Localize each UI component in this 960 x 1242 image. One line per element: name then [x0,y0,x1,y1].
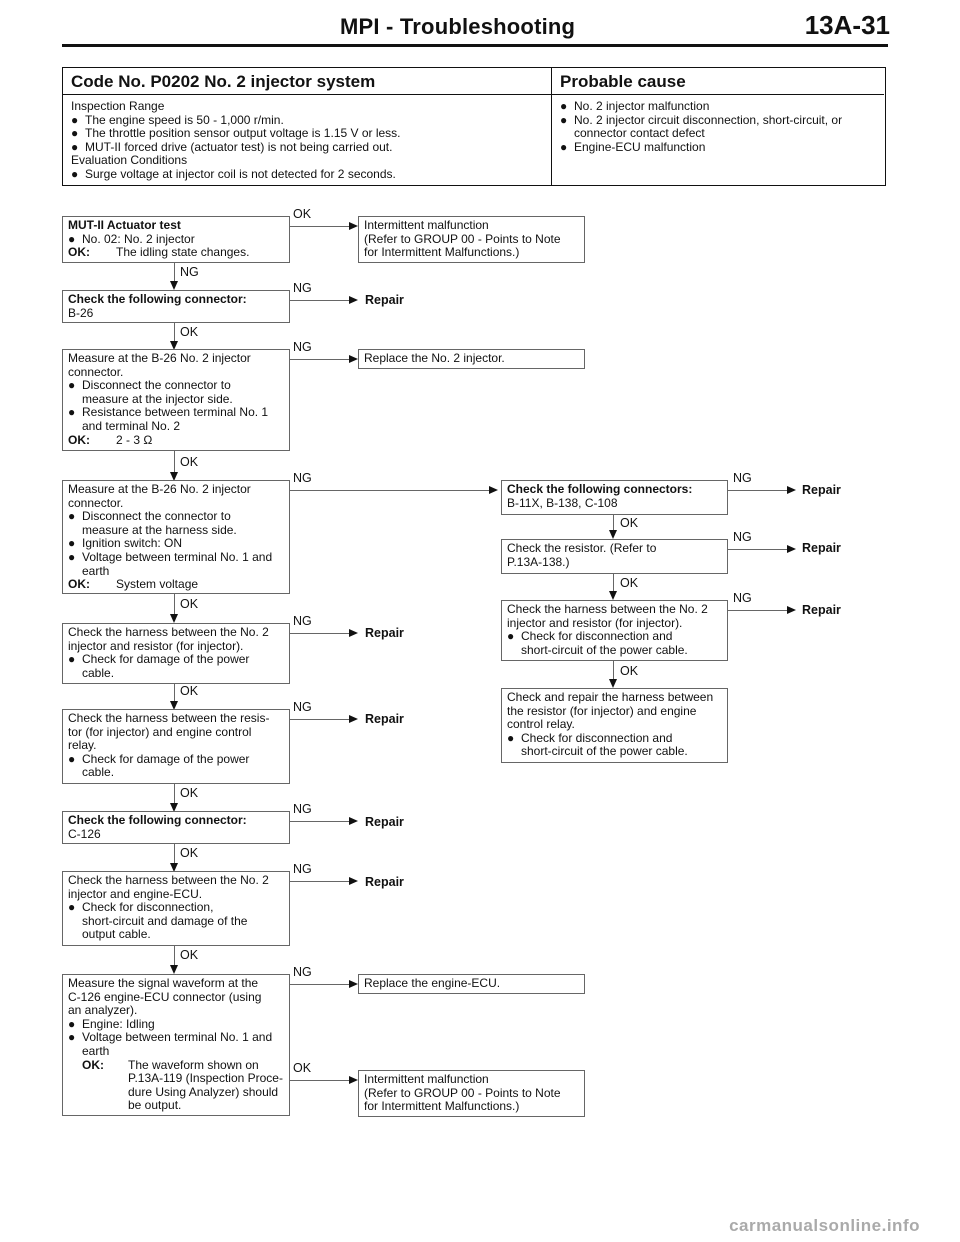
branch-label: NG [293,281,312,295]
cause-cell [552,95,884,185]
repair-label: Repair [365,875,404,889]
page-title: MPI - Troubleshooting [340,14,576,39]
step-connectors-b11x: Check the following connectors: B-11X, B-138, C-108 [501,480,728,515]
repair-label: Repair [802,541,841,555]
condition-item: ● Surge voltage at injector coil is not detected for 2 seconds. [71,166,396,181]
step-connector-b26: Check the following connector: B-26 [62,290,290,323]
cause-item: ● Engine-ECU malfunction [560,139,706,154]
branch-line [290,719,350,720]
branch-line [290,881,350,882]
repair-label: Repair [365,626,404,640]
arrow-right-icon [787,486,796,494]
result-intermittent-2: Intermittent malfunction (Refer to GROUP 00 - Points to Note for Intermittent Malfunctions.) [358,1070,585,1117]
step-measure-harness-side: Measure at the B-26 No. 2 injector connector. ● Disconnect the connector to measure at the harness side. ● Ignition switch: ON ● Voltage between terminal No. 1 and earth OK: System voltage [62,480,290,594]
arrow-right-icon [349,222,358,230]
step-harness-resistor-relay: Check the harness between the resis- tor (for injector) and engine control relay. ● Check for damage of the power cable. [62,709,290,784]
step-harness-injector-ecu: Check the harness between the No. 2 injector and engine-ECU. ● Check for disconnection, short-circuit and damage of the output cable. [62,871,290,946]
branch-line [728,549,788,550]
branch-label: NG [293,614,312,628]
step-repair-harness: Check and repair the harness between the resistor (for injector) and engine control relay. ● Check for disconnection and short-circuit of the power cable. [501,688,728,763]
cause-item-cont: connector contact defect [574,126,705,141]
arrow-right-icon [349,1076,358,1084]
repair-label: Repair [365,815,404,829]
branch-label: NG [293,862,312,876]
inspection-range-label: Inspection Range [71,99,165,113]
step-signal-waveform: Measure the signal waveform at the C-126 engine-ECU connector (using an analyzer). ● Engine: Idling ● Voltage between terminal No. 1 and earth OK: The waveform shown on P.13A-119 (Inspection Proce- dure Using Analyzer) should be output. [62,974,290,1116]
repair-label: Repair [365,293,404,307]
branch-label: NG [293,700,312,714]
flow-line [174,946,175,967]
branch-label: OK [180,684,199,698]
step-connector-c126: Check the following connector: C-126 [62,811,290,844]
flow-line [174,323,175,343]
step-check-resistor: Check the resistor. (Refer to P.13A-138.) [501,539,728,574]
repair-label: Repair [802,603,841,617]
arrow-right-icon [349,355,358,363]
branch-label: NG [293,340,312,354]
cause-item: ● No. 2 injector circuit disconnection, short-circuit, or [560,112,843,127]
branch-label: OK [180,786,199,800]
branch-line [290,359,350,360]
branch-line [728,490,788,491]
branch-label: OK [180,948,199,962]
branch-label: OK [180,325,199,339]
branch-label: OK [180,846,199,860]
branch-line [290,226,350,227]
flow-line [174,594,175,616]
branch-line [290,821,350,822]
branch-label: NG [733,591,752,605]
arrow-right-icon [349,877,358,885]
evaluation-label: Evaluation Conditions [71,153,188,168]
page-number: 13A-31 [804,10,890,40]
step-harness-injector-resistor: Check the harness between the No. 2 injector and resistor (for injector). ● Check for damage of the power cable. [62,623,290,684]
branch-line [290,1080,350,1081]
cause-column-header: Probable cause [552,68,884,95]
branch-label: OK [620,516,639,530]
branch-line [290,633,350,634]
branch-label: OK [620,664,639,678]
condition-item: ● The throttle position sensor output voltage is 1.15 V or less. [71,126,401,141]
branch-label: NG [733,471,752,485]
branch-label: OK [180,455,199,469]
arrow-right-icon [349,980,358,988]
result-intermittent-1: Intermittent malfunction (Refer to GROUP 00 - Points to Note for Intermittent Malfunctions.) [358,216,585,263]
branch-line [290,490,490,491]
flow-line [174,263,175,283]
result-replace-injector: Replace the No. 2 injector. [358,349,585,369]
arrow-right-icon [349,629,358,637]
arrow-down-icon [170,965,178,974]
arrow-down-icon [609,530,617,539]
arrow-right-icon [787,606,796,614]
step-harness-power-cable: Check the harness between the No. 2 injector and resistor (for injector). ● Check for disconnection and short-circuit of the power cable. [501,600,728,661]
arrow-right-icon [349,817,358,825]
branch-label: OK [293,1061,312,1075]
result-replace-ecu: Replace the engine-ECU. [358,974,585,994]
code-column-header: Code No. P0202 No. 2 injector system [63,68,552,95]
branch-label: NG [293,802,312,816]
arrow-right-icon [349,715,358,723]
condition-cell [63,95,552,185]
branch-label: NG [293,965,312,979]
branch-label: NG [180,265,199,279]
step-measure-injector-side: Measure at the B-26 No. 2 injector connector. ● Disconnect the connector to measure at the injector side. ● Resistance between terminal No. 1 and terminal No. 2 OK: 2 - 3 Ω [62,349,290,451]
repair-label: Repair [365,712,404,726]
arrow-right-icon [787,545,796,553]
flow-line [613,661,614,681]
flow-line [174,784,175,805]
arrow-right-icon [349,296,358,304]
flow-line [174,451,175,474]
code-table [62,67,886,186]
watermark: carmanualsonline.info [729,1216,920,1235]
arrow-down-icon [609,679,617,688]
arrow-down-icon [170,614,178,623]
header-rule [62,44,888,47]
branch-line [290,300,350,301]
repair-label: Repair [802,483,841,497]
branch-label: OK [293,207,312,221]
branch-label: NG [293,471,312,485]
branch-label: OK [180,597,199,611]
step-actuator-test: MUT-II Actuator test ● No. 02: No. 2 injector OK: The idling state changes. [62,216,290,263]
cause-item: ● No. 2 injector malfunction [560,99,710,113]
arrow-down-icon [609,591,617,600]
branch-line [728,610,788,611]
branch-label: NG [733,530,752,544]
condition-item: ● The engine speed is 50 - 1,000 r/min. [71,112,284,127]
arrow-right-icon [489,486,498,494]
branch-label: OK [620,576,639,590]
condition-item: ● MUT-II forced drive (actuator test) is not being carried out. [71,139,393,154]
branch-line [290,984,350,985]
arrow-down-icon [170,281,178,290]
flow-line [174,844,175,865]
